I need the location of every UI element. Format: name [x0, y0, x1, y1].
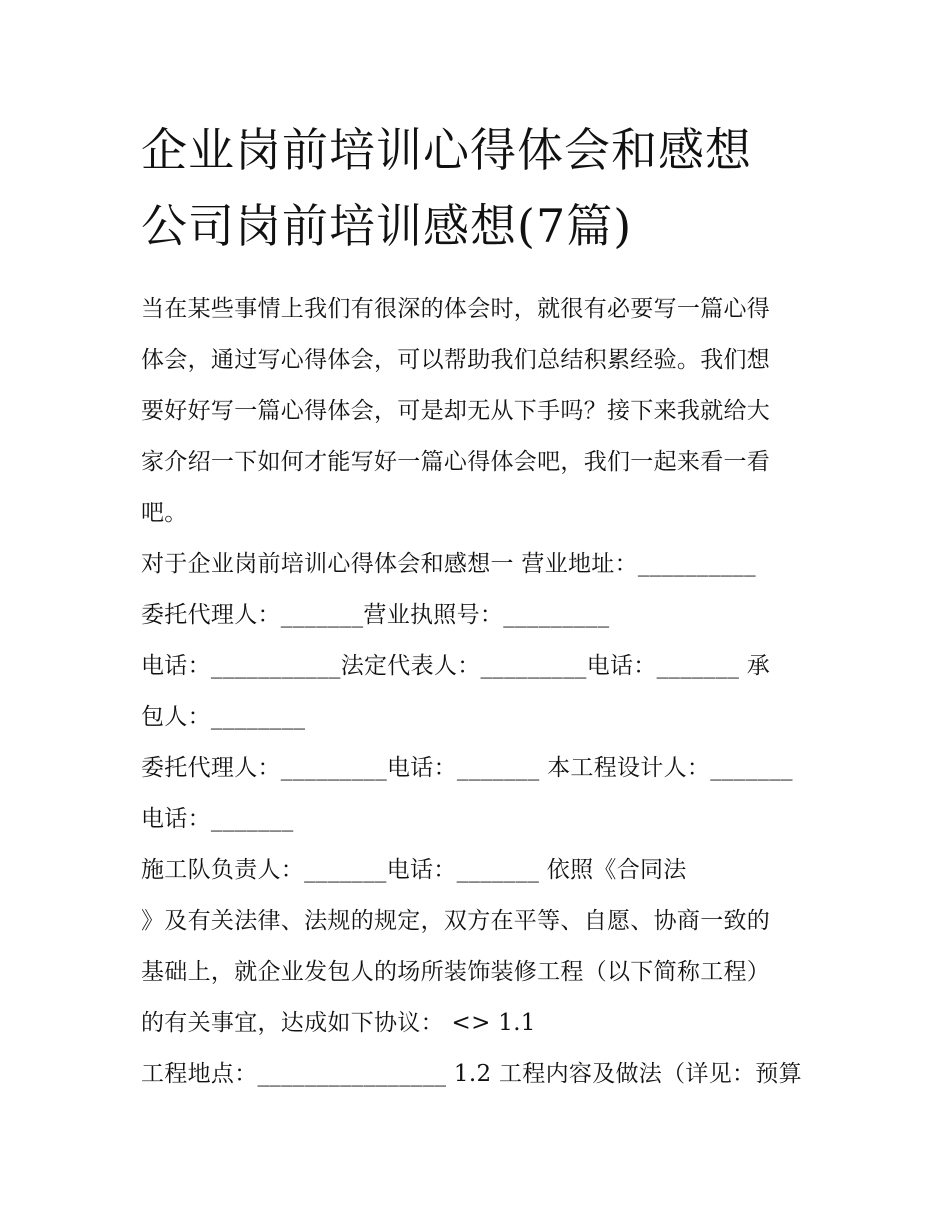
body-line: 电话：___________法定代表人：_________电话：_______ 承	[141, 653, 771, 679]
body-line: 体会，通过写心得体会，可以帮助我们总结积累经验。我们想	[141, 347, 771, 373]
body-line: 的有关事宜，达成如下协议： <> 1.1	[141, 1010, 536, 1036]
document-body	[141, 284, 813, 1100]
body-line: 包人：________	[141, 704, 306, 730]
title-line-2: 公司岗前培训感想(7篇)	[141, 199, 633, 253]
body-line: 吧。	[141, 500, 188, 526]
body-line: 施工队负责人：_______电话：_______ 依照《合同法	[141, 857, 687, 883]
body-line: 》及有关法律、法规的规定，双方在平等、自愿、协商一致的	[141, 908, 771, 934]
body-line: 工程地点：________________ 1.2 工程内容及做法（详见：预算	[141, 1061, 802, 1087]
body-line: 家介绍一下如何才能写好一篇心得体会吧，我们一起来看一看	[141, 449, 771, 475]
document-title	[141, 112, 813, 264]
body-line: 对于企业岗前培训心得体会和感想一 营业地址：__________	[141, 551, 756, 577]
title-line-1: 企业岗前培训心得体会和感想	[141, 123, 752, 177]
body-line: 基础上，就企业发包人的场所装饰装修工程（以下简称工程）	[141, 959, 771, 985]
body-line: 电话：_______	[141, 806, 294, 832]
body-line: 委托代理人：_________电话：_______ 本工程设计人：_______	[141, 755, 793, 781]
body-line: 当在某些事情上我们有很深的体会时，就很有必要写一篇心得	[141, 296, 771, 322]
document-page	[141, 112, 813, 1100]
body-line: 要好好写一篇心得体会，可是却无从下手吗？接下来我就给大	[141, 398, 771, 424]
body-line: 委托代理人：_______营业执照号：_________	[141, 602, 610, 628]
